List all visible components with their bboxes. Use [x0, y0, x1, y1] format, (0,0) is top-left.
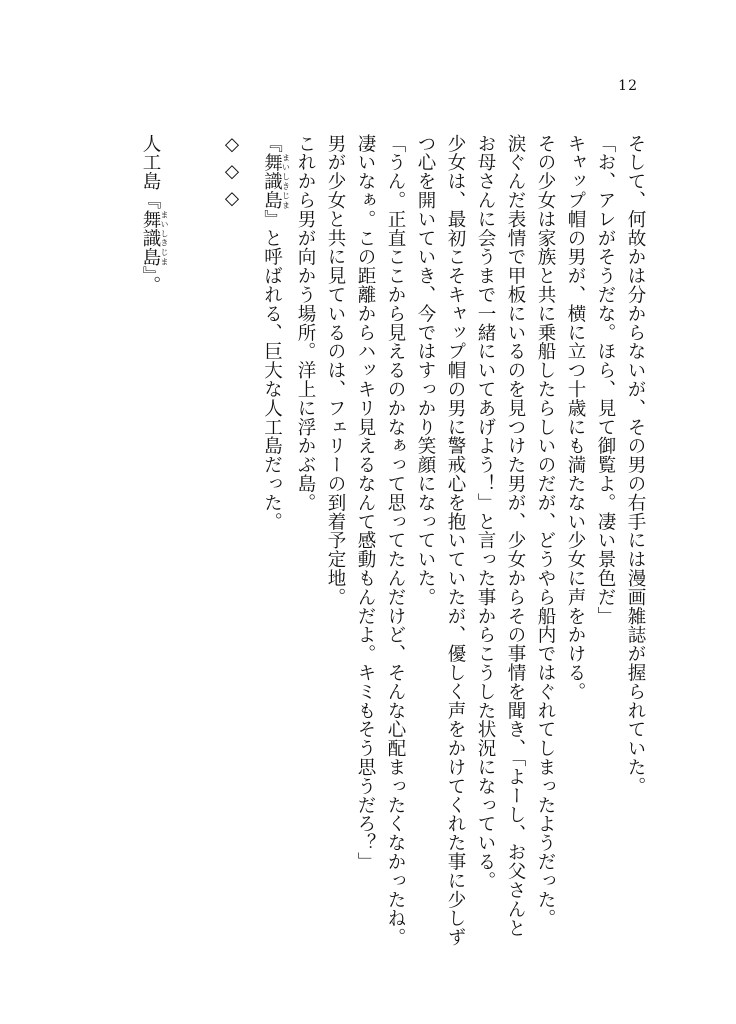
paragraph: キャップ帽の男が、横に立つ十歳にも満たない少女に声をかける。	[565, 134, 586, 701]
paragraph-island-name	[257, 134, 291, 954]
diamond-icon: ◇	[221, 187, 243, 209]
vertical-body-text	[135, 134, 650, 954]
island-name: 舞識島	[140, 209, 161, 267]
paragraph: その少女は家族と共に乗船したらしいのだが、どうやら船内ではぐれてしまったようだった。	[535, 134, 556, 928]
open-bracket: 『	[261, 134, 283, 153]
close-bracket: 』	[140, 266, 161, 276]
island-name: 舞識島	[261, 152, 283, 210]
sentence-rest: と呼ばれる、巨大な人工島だった。	[261, 228, 283, 531]
paragraph: 「うん。正直ここから見えるのかなぁって思ってたんだけど、そんな心配まったくなかったね。凄いなぁ。この距離からハッキリ見えるなんて感動もんだよ。キミもそう思うだろ？」	[355, 134, 406, 947]
paragraph: 男が少女と共に見ているのは、フェリーの到着予定地。	[325, 134, 346, 607]
diamond-icon: ◇	[221, 160, 243, 182]
open-bracket: 『	[140, 190, 161, 210]
final-suffix: 。	[140, 275, 161, 295]
paragraph: これから男が向かう場所。洋上に浮かぶ島。	[295, 134, 316, 512]
island-name-reading: まいしきじま	[160, 209, 169, 267]
final-prefix: 人工島	[140, 134, 161, 191]
close-bracket: 』	[261, 209, 283, 229]
paragraph: 涙ぐんだ表情で甲板にいるのを見つけた男が、少女からその事情を聞き、「よーし、お父さんとお母さんに会うまで一緒にいてあげよう！」と言った事からこうした状況になっている。	[475, 134, 526, 938]
paragraph: 「お、アレがそうだな。ほら、見て御覧よ。凄い景色だ」	[595, 134, 616, 626]
paragraph: そして、何故かは分からないが、その男の右手には漫画雑誌が握られていた。	[625, 134, 646, 796]
section-break	[169, 134, 257, 954]
paragraph-final	[135, 134, 169, 954]
island-name-reading: まいしきじま	[281, 152, 291, 210]
diamond-icon: ◇	[221, 134, 243, 155]
island-name-ruby	[261, 152, 291, 210]
paragraph: 少女は、最初こそキャップ帽の男に警戒心を抱いていたが、優しく声をかけてくれた事に少しずつ心を開いていき、今ではすっかり笑顔になっていた。	[415, 134, 466, 947]
island-name-ruby	[140, 209, 169, 267]
page-number: 12	[618, 78, 638, 94]
